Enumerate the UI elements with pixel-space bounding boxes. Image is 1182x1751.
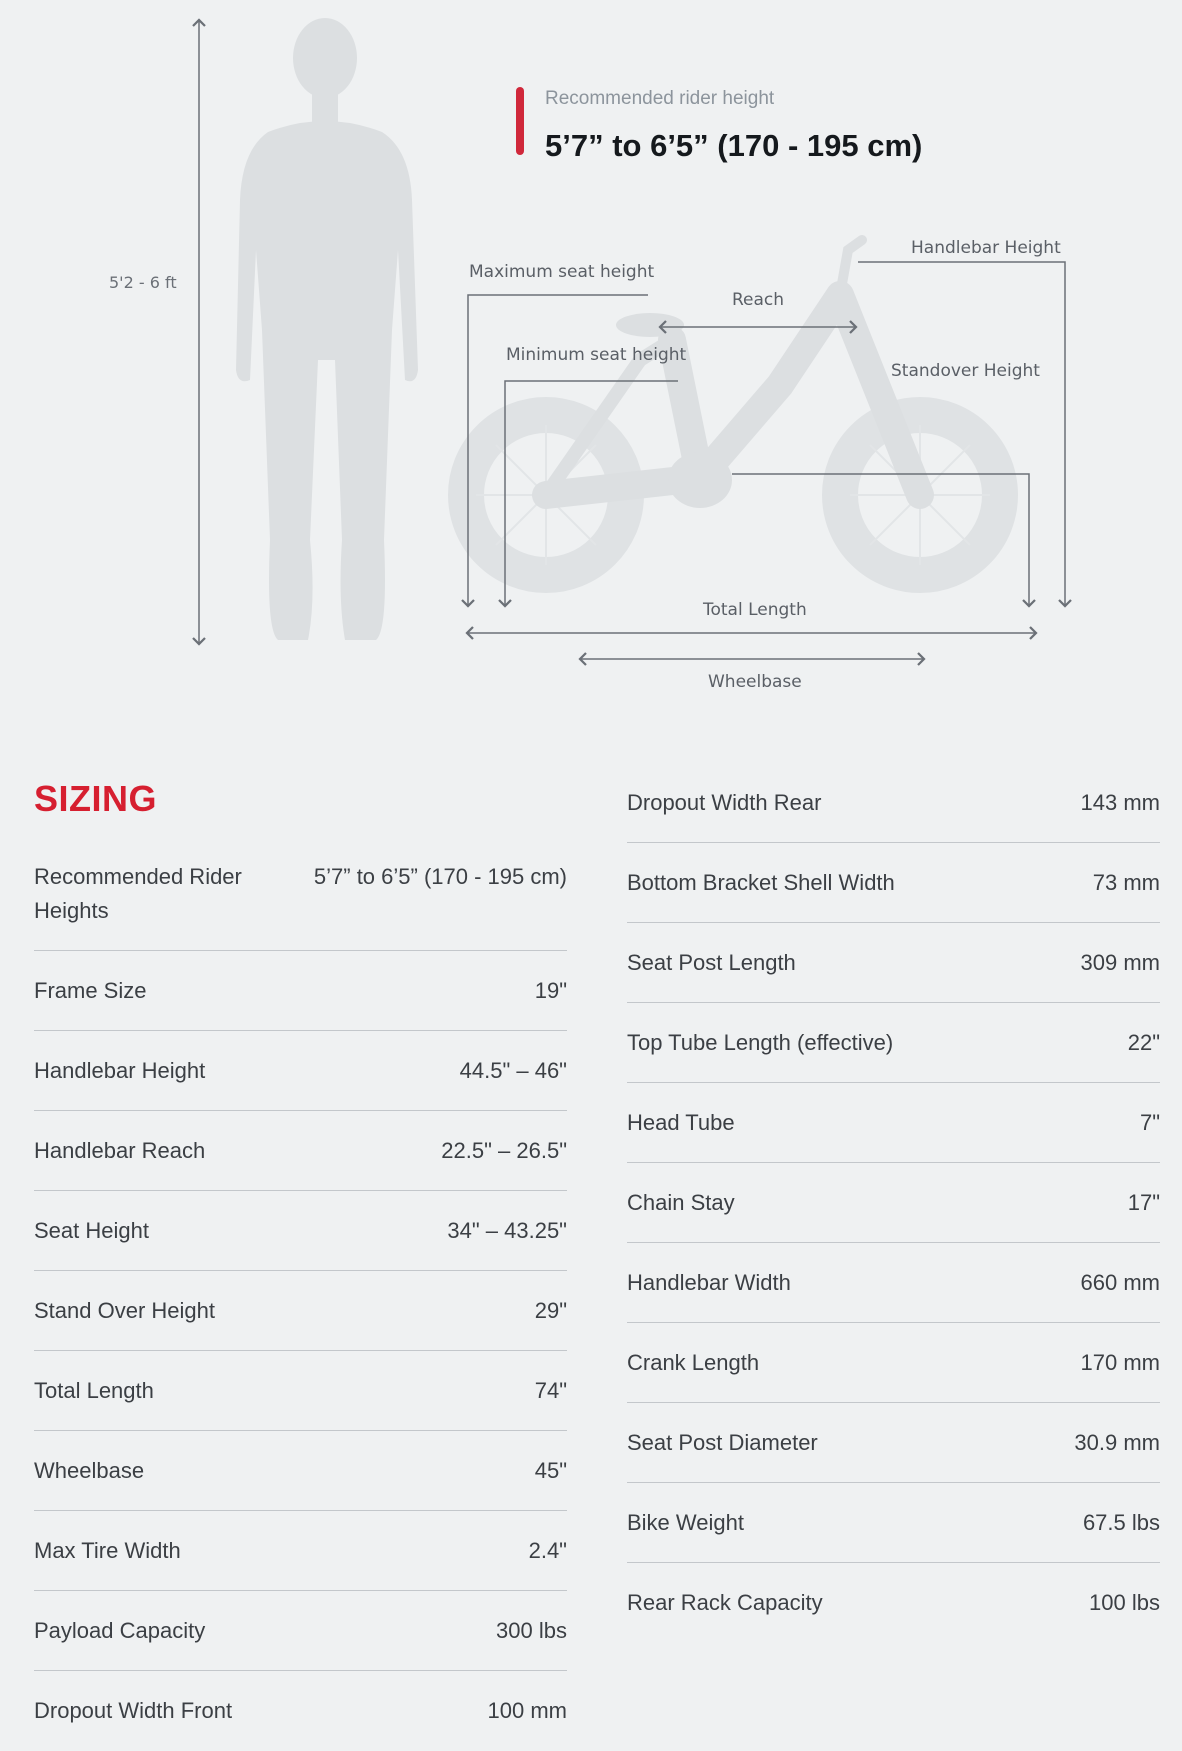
spec-row-recommended-rider-heights bbox=[34, 848, 567, 951]
spec-value: 30.9 mm bbox=[1074, 1429, 1160, 1455]
spec-value: 17" bbox=[1127, 1189, 1160, 1215]
spec-row-handlebar-height bbox=[34, 1031, 567, 1111]
spec-row-top-tube-length bbox=[627, 1003, 1160, 1083]
spec-label: Total Length bbox=[34, 1377, 154, 1403]
standover-height-label: Standover Height bbox=[891, 361, 1040, 381]
spec-value: 74" bbox=[534, 1377, 567, 1403]
spec-value: 22.5" – 26.5" bbox=[441, 1137, 567, 1163]
spec-label: Bottom Bracket Shell Width bbox=[627, 869, 895, 895]
spec-value: 309 mm bbox=[1080, 949, 1160, 975]
spec-row-seat-height bbox=[34, 1191, 567, 1271]
specs-left-column bbox=[34, 848, 567, 1751]
spec-value: 67.5 lbs bbox=[1082, 1509, 1160, 1535]
spec-row-chain-stay bbox=[627, 1163, 1160, 1243]
human-height-label: 5'2 - 6 ft bbox=[109, 273, 177, 292]
spec-label: Chain Stay bbox=[627, 1189, 735, 1215]
spec-label: Handlebar Height bbox=[34, 1057, 206, 1083]
spec-row-stand-over-height bbox=[34, 1271, 567, 1351]
spec-label: Handlebar Reach bbox=[34, 1137, 206, 1163]
spec-value: 300 lbs bbox=[496, 1617, 567, 1643]
spec-row-wheelbase bbox=[34, 1431, 567, 1511]
spec-label: Dropout Width Front bbox=[34, 1698, 233, 1723]
spec-label: Frame Size bbox=[34, 977, 147, 1003]
spec-value: 34" – 43.25" bbox=[447, 1217, 567, 1243]
spec-row-total-length bbox=[34, 1351, 567, 1431]
specs-right-column bbox=[627, 763, 1160, 1643]
spec-value: 660 mm bbox=[1080, 1269, 1160, 1295]
spec-label: Top Tube Length (effective) bbox=[627, 1029, 894, 1055]
spec-value: 100 lbs bbox=[1089, 1590, 1160, 1615]
spec-value: 29" bbox=[534, 1297, 567, 1323]
spec-row-frame-size bbox=[34, 951, 567, 1031]
recommended-height-value: 5’7” to 6’5” (170 - 195 cm) bbox=[545, 128, 923, 163]
spec-value: 73 mm bbox=[1092, 869, 1160, 895]
spec-value: 100 mm bbox=[487, 1698, 567, 1723]
wheelbase-label: Wheelbase bbox=[708, 672, 802, 692]
spec-label: Wheelbase bbox=[34, 1457, 145, 1483]
spec-label: Seat Post Diameter bbox=[627, 1429, 818, 1455]
rider-silhouette bbox=[236, 18, 418, 640]
spec-label: Crank Length bbox=[627, 1349, 760, 1375]
max-seat-height-label: Maximum seat height bbox=[469, 262, 655, 282]
spec-row-seat-post-length bbox=[627, 923, 1160, 1003]
sizing-diagram bbox=[0, 0, 1182, 720]
spec-label: Handlebar Width bbox=[627, 1269, 791, 1295]
spec-row-max-tire-width bbox=[34, 1511, 567, 1591]
spec-value: 45" bbox=[534, 1457, 567, 1483]
spec-row-bottom-bracket-shell-width bbox=[627, 843, 1160, 923]
spec-value: 19" bbox=[534, 977, 567, 1003]
spec-value: 170 mm bbox=[1080, 1349, 1160, 1375]
spec-row-crank-length bbox=[627, 1323, 1160, 1403]
spec-value: 22" bbox=[1127, 1029, 1160, 1055]
sizing-title: SIZING bbox=[34, 778, 158, 819]
spec-value: 2.4" bbox=[528, 1537, 567, 1563]
spec-label: Head Tube bbox=[627, 1109, 735, 1135]
spec-row-handlebar-width bbox=[627, 1243, 1160, 1323]
total-length-label: Total Length bbox=[703, 600, 807, 620]
spec-row-rear-rack-capacity bbox=[627, 1563, 1160, 1643]
spec-label: Seat Post Length bbox=[627, 949, 796, 975]
spec-row-handlebar-reach bbox=[34, 1111, 567, 1191]
spec-row-payload-capacity bbox=[34, 1591, 567, 1671]
spec-value: 7" bbox=[1139, 1109, 1160, 1135]
spec-value: 143 mm bbox=[1080, 789, 1160, 815]
recommended-height-label: Recommended rider height bbox=[545, 88, 775, 109]
spec-row-dropout-width-rear bbox=[627, 763, 1160, 843]
spec-label: Max Tire Width bbox=[34, 1537, 181, 1563]
recommended-accent-bar bbox=[516, 87, 524, 155]
spec-label: Seat Height bbox=[34, 1217, 149, 1243]
spec-row-seat-post-diameter bbox=[627, 1403, 1160, 1483]
spec-row-bike-weight bbox=[627, 1483, 1160, 1563]
reach-label: Reach bbox=[732, 290, 785, 310]
spec-row-head-tube bbox=[627, 1083, 1160, 1163]
spec-label: Rear Rack Capacity bbox=[627, 1590, 823, 1615]
spec-label: Payload Capacity bbox=[34, 1617, 206, 1643]
spec-value: 44.5" – 46" bbox=[459, 1057, 567, 1083]
handlebar-height-label: Handlebar Height bbox=[911, 238, 1061, 258]
spec-label: Bike Weight bbox=[627, 1509, 744, 1535]
spec-row-dropout-width-front bbox=[34, 1671, 567, 1751]
min-seat-height-label: Minimum seat height bbox=[506, 345, 687, 365]
spec-value: 5’7” to 6’5” (170 - 195 cm) bbox=[313, 864, 567, 889]
spec-label: Dropout Width Rear bbox=[627, 789, 822, 815]
spec-label: Recommended Rider Heights bbox=[34, 864, 242, 923]
spec-label: Stand Over Height bbox=[34, 1297, 215, 1323]
